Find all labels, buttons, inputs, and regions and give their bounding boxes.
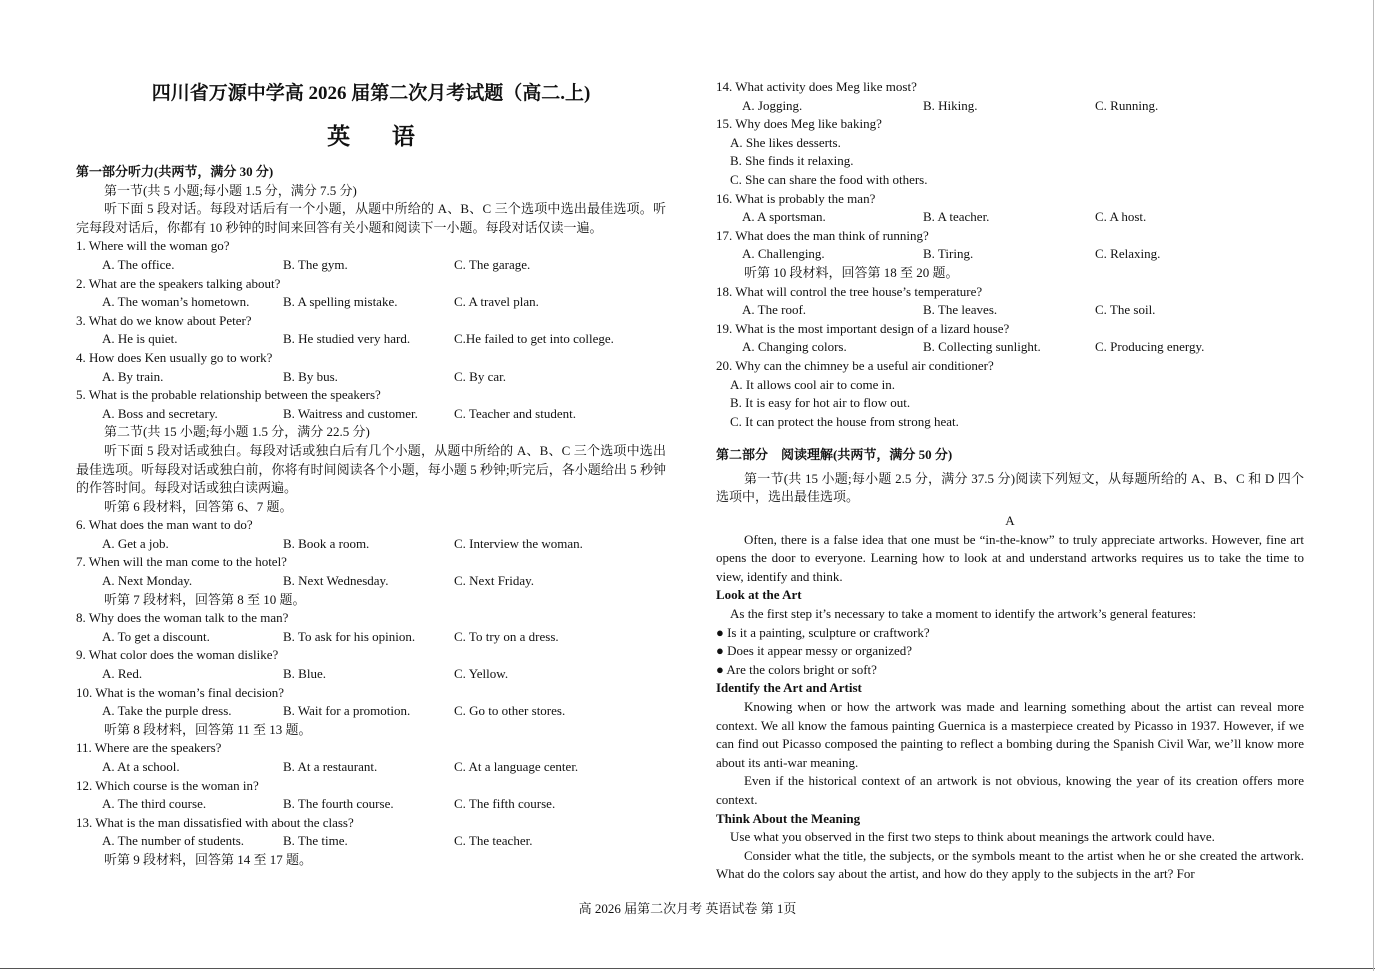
options-row [76,832,666,851]
question-15 [716,115,1304,189]
options-row [76,665,666,684]
passage-heading-look: Look at the Art [716,587,802,603]
question-1 [76,237,666,274]
option-a: A. The roof. [742,302,807,318]
option-c: C. Interview the woman. [454,535,583,551]
option-b: B. A spelling mistake. [283,294,398,310]
options-row [716,208,1304,227]
option-b: B. Tiring. [923,246,974,262]
question-stem: 1. Where will the woman go? [76,238,230,254]
option-c: C. Yellow. [454,666,509,682]
options-row [76,368,666,387]
passage-label: A [1005,513,1015,529]
option-b: B. Book a room. [283,535,370,551]
option-c: C. A travel plan. [454,294,539,310]
page-right-border [1373,0,1374,971]
question-10 [76,684,666,721]
passage-paragraph: Use what you observed in the first two steps to think about meanings the artwork could have. [730,829,1215,845]
option-a: A. Changing colors. [742,339,847,355]
section2-instructions: 听下面 5 段对话或独白。每段对话或独白后有几个小题，从题中所给的 A、B、C 三个选项中选出最佳选项。听每段对话或独白前，你将有时间阅读各个小题，每小题 5 秒钟;听完后，各小题给出 5 秒钟的作答时间。每段对话或独白读两遍。 [76,442,666,496]
options-row [76,330,666,349]
option-b: B. The leaves. [923,302,998,318]
option-c: C. She can share the food with others. [730,171,928,187]
section2-heading: 第二节(共 15 小题;每小题 1.5 分，满分 22.5 分) [104,424,370,440]
option-b: B. She finds it relaxing. [730,153,854,169]
material-note: 听第 9 段材料，回答第 14 至 17 题。 [104,851,313,867]
question-stem: 16. What is probably the man? [716,190,876,206]
page-footer: 高 2026 届第二次月考 英语试卷 第 1页 [578,901,797,916]
option-c: C. At a language center. [454,759,579,774]
question-stem: 3. What do we know about Peter? [76,312,252,328]
option-b: B. At a restaurant. [283,759,378,774]
option-a: A. Take the purple dress. [102,703,232,719]
option-a: A. Next Monday. [102,573,193,589]
question-stem: 5. What is the probable relationship between the speakers? [76,387,381,403]
material-note: 听第 7 段材料，回答第 8 至 10 题。 [104,591,306,607]
option-a: A. A sportsman. [742,209,826,225]
option-c: C.He failed to get into college. [454,331,614,347]
material-note: 听第 6 段材料，回答第 6、7 题。 [104,498,293,514]
option-a: A. Red. [102,666,143,682]
option-c: C. The teacher. [454,833,533,849]
material-note: 听第 10 段材料，回答第 18 至 20 题。 [744,264,959,280]
option-a: A. Boss and secretary. [102,405,218,421]
question-16 [716,190,1304,227]
options-row [76,795,666,814]
question-4 [76,349,666,386]
option-a: A. By train. [102,368,164,384]
option-c: C. Running. [1095,97,1159,113]
options-row [76,758,666,777]
option-a: A. The office. [102,256,175,272]
option-c: C. The garage. [454,256,531,272]
spacer [716,431,1304,446]
question-stem: 17. What does the man think of running? [716,227,929,243]
option-b: B. Waitress and customer. [283,405,418,421]
option-a: A. Get a job. [102,535,169,551]
question-9 [76,646,666,683]
option-a: A. To get a discount. [102,628,210,644]
option-c: C. To try on a dress. [454,628,559,644]
material-note: 听第 8 段材料，回答第 11 至 13 题。 [104,721,312,737]
option-a: A. The woman’s hometown. [102,294,250,310]
option-c: C. Next Friday. [454,573,535,589]
part2-instructions: 第一节(共 15 小题;每小题 2.5 分，满分 37.5 分)阅读下列短文，从每题所给的 A、B、C 和 D 四个选项中，选出最佳选项。 [716,470,1304,505]
bullet-item: ● Does it appear messy or organized? [716,643,913,659]
passage-paragraph: Knowing when or how the artwork was made and learning something about the artist can reveal more context. We all know the famous painting Guernica is a masterpiece created by Picasso in 1937. However, if we can find out Picasso composed the painting to reflect a bombing during the Spanish Civil War, we’ll know more about its anti-war meaning. [716,699,1304,770]
page-bottom-border [0,968,1375,969]
options-row [76,628,666,647]
option-a: A. He is quiet. [102,331,178,347]
option-b: B. The fourth course. [283,796,394,812]
exam-title: 四川省万源中学高 2026 届第二次月考试题（高二.上) [151,83,591,104]
option-b: B. A teacher. [923,209,990,225]
passage-paragraph: Consider what the title, the subjects, or the symbols meant to the artist when he or she created the artwork. What do the colors say about the artist, and how do they apply to the subjects in the art? For [716,847,1304,882]
question-stem: 4. How does Ken usually go to work? [76,349,273,365]
question-stem: 15. Why does Meg like baking? [716,116,882,132]
section1-instructions: 听下面 5 段对话。每段对话后有一个小题，从题中所给的 A、B、C 三个选项中选出最佳选项。听完每段对话后，你都有 10 秒钟的时间来回答有关小题和阅读下一小题。每段对话仅读一遍。 [76,201,666,235]
question-17 [716,227,1304,264]
option-c: C. A host. [1095,209,1147,225]
option-a: A. The number of students. [102,833,245,849]
option-b: B. By bus. [283,368,338,384]
option-a: A. Challenging. [742,246,825,262]
option-a: A. Jogging. [742,97,803,113]
option-c: C. Go to other stores. [454,703,566,719]
passage-heading-meaning: Think About the Meaning [716,810,861,826]
option-c: C. Relaxing. [1095,246,1161,262]
question-stem: 2. What are the speakers talking about? [76,275,281,291]
option-c: C. It can protect the house from strong heat. [730,413,959,429]
option-b: B. Hiking. [923,97,978,113]
left-column [76,163,666,870]
question-19 [716,320,1304,357]
option-c: C. By car. [454,368,506,384]
options-row [76,256,666,275]
option-b: B. He studied very hard. [283,331,411,347]
option-b: B. It is easy for hot air to flow out. [730,395,911,411]
passage-heading-identify: Identify the Art and Artist [716,680,862,696]
option-b: B. The time. [283,833,348,849]
options-row [716,245,1304,264]
options-row [76,293,666,312]
question-stem: 10. What is the woman’s final decision? [76,684,285,700]
option-b: B. Next Wednesday. [283,573,389,589]
question-3 [76,312,666,349]
part2-heading: 第二部分 阅读理解(共两节，满分 50 分) [716,447,953,463]
bullet-item: ● Is it a painting, sculpture or craftwork? [716,624,930,640]
question-stem: 20. Why can the chimney be a useful air conditioner? [716,357,994,373]
passage-paragraph: As the first step it’s necessary to take a moment to identify the artwork’s general features: [730,606,1197,622]
passage-intro: Often, there is a false idea that one must be “in-the-know” to truly appreciate artworks. However, fine art opens the door to everyone. Learning how to look at and understand artworks requires us to take the time to view, identify and think. [716,531,1304,584]
question-6 [76,516,666,553]
question-2 [76,275,666,312]
option-a: A. It allows cool air to come in. [730,376,895,392]
options-row [716,301,1304,320]
question-stem: 11. Where are the speakers? [76,740,222,756]
options-row [76,405,666,424]
question-11 [76,739,666,776]
question-14 [716,78,1304,115]
options-row [76,702,666,721]
option-b: B. The gym. [283,256,348,272]
option-a: A. At a school. [102,759,180,774]
option-a: A. The third course. [102,796,207,812]
option-c: C. The fifth course. [454,796,556,812]
question-stem: 18. What will control the tree house’s temperature? [716,283,983,299]
option-b: B. Collecting sunlight. [923,339,1041,355]
option-c: C. The soil. [1095,302,1156,318]
option-b: B. Wait for a promotion. [283,703,411,719]
right-column [716,78,1304,884]
subject-title: 英 语 [327,124,433,149]
question-stem: 13. What is the man dissatisfied with about the class? [76,814,354,830]
option-b: B. Blue. [283,666,326,682]
options-row [716,338,1304,357]
passage-paragraph: Even if the historical context of an artwork is not obvious, knowing the year of its creation offers more context. [716,773,1304,807]
options-row [76,535,666,554]
question-stem: 14. What activity does Meg like most? [716,79,917,94]
question-stem: 6. What does the man want to do? [76,517,253,533]
question-20 [716,357,1304,431]
question-stem: 19. What is the most important design of a lizard house? [716,320,1010,336]
question-stem: 8. Why does the woman talk to the man? [76,610,289,626]
section1-heading: 第一节(共 5 小题;每小题 1.5 分，满分 7.5 分) [104,182,357,198]
question-7 [76,553,666,590]
option-b: B. To ask for his opinion. [283,628,416,644]
options-row [76,572,666,591]
question-stem: 12. Which course is the woman in? [76,777,259,793]
option-c: C. Teacher and student. [454,405,576,421]
question-8 [76,609,666,646]
bullet-item: ● Are the colors bright or soft? [716,661,877,677]
option-a: A. She likes desserts. [730,134,841,150]
question-12 [76,777,666,814]
question-stem: 9. What color does the woman dislike? [76,647,279,663]
options-row [716,97,1304,116]
option-c: C. Producing energy. [1095,339,1205,355]
question-5 [76,386,666,423]
part1-heading: 第一部分听力(共两节，满分 30 分) [76,164,274,179]
question-18 [716,283,1304,320]
question-13 [76,814,666,851]
question-stem: 7. When will the man come to the hotel? [76,554,287,570]
